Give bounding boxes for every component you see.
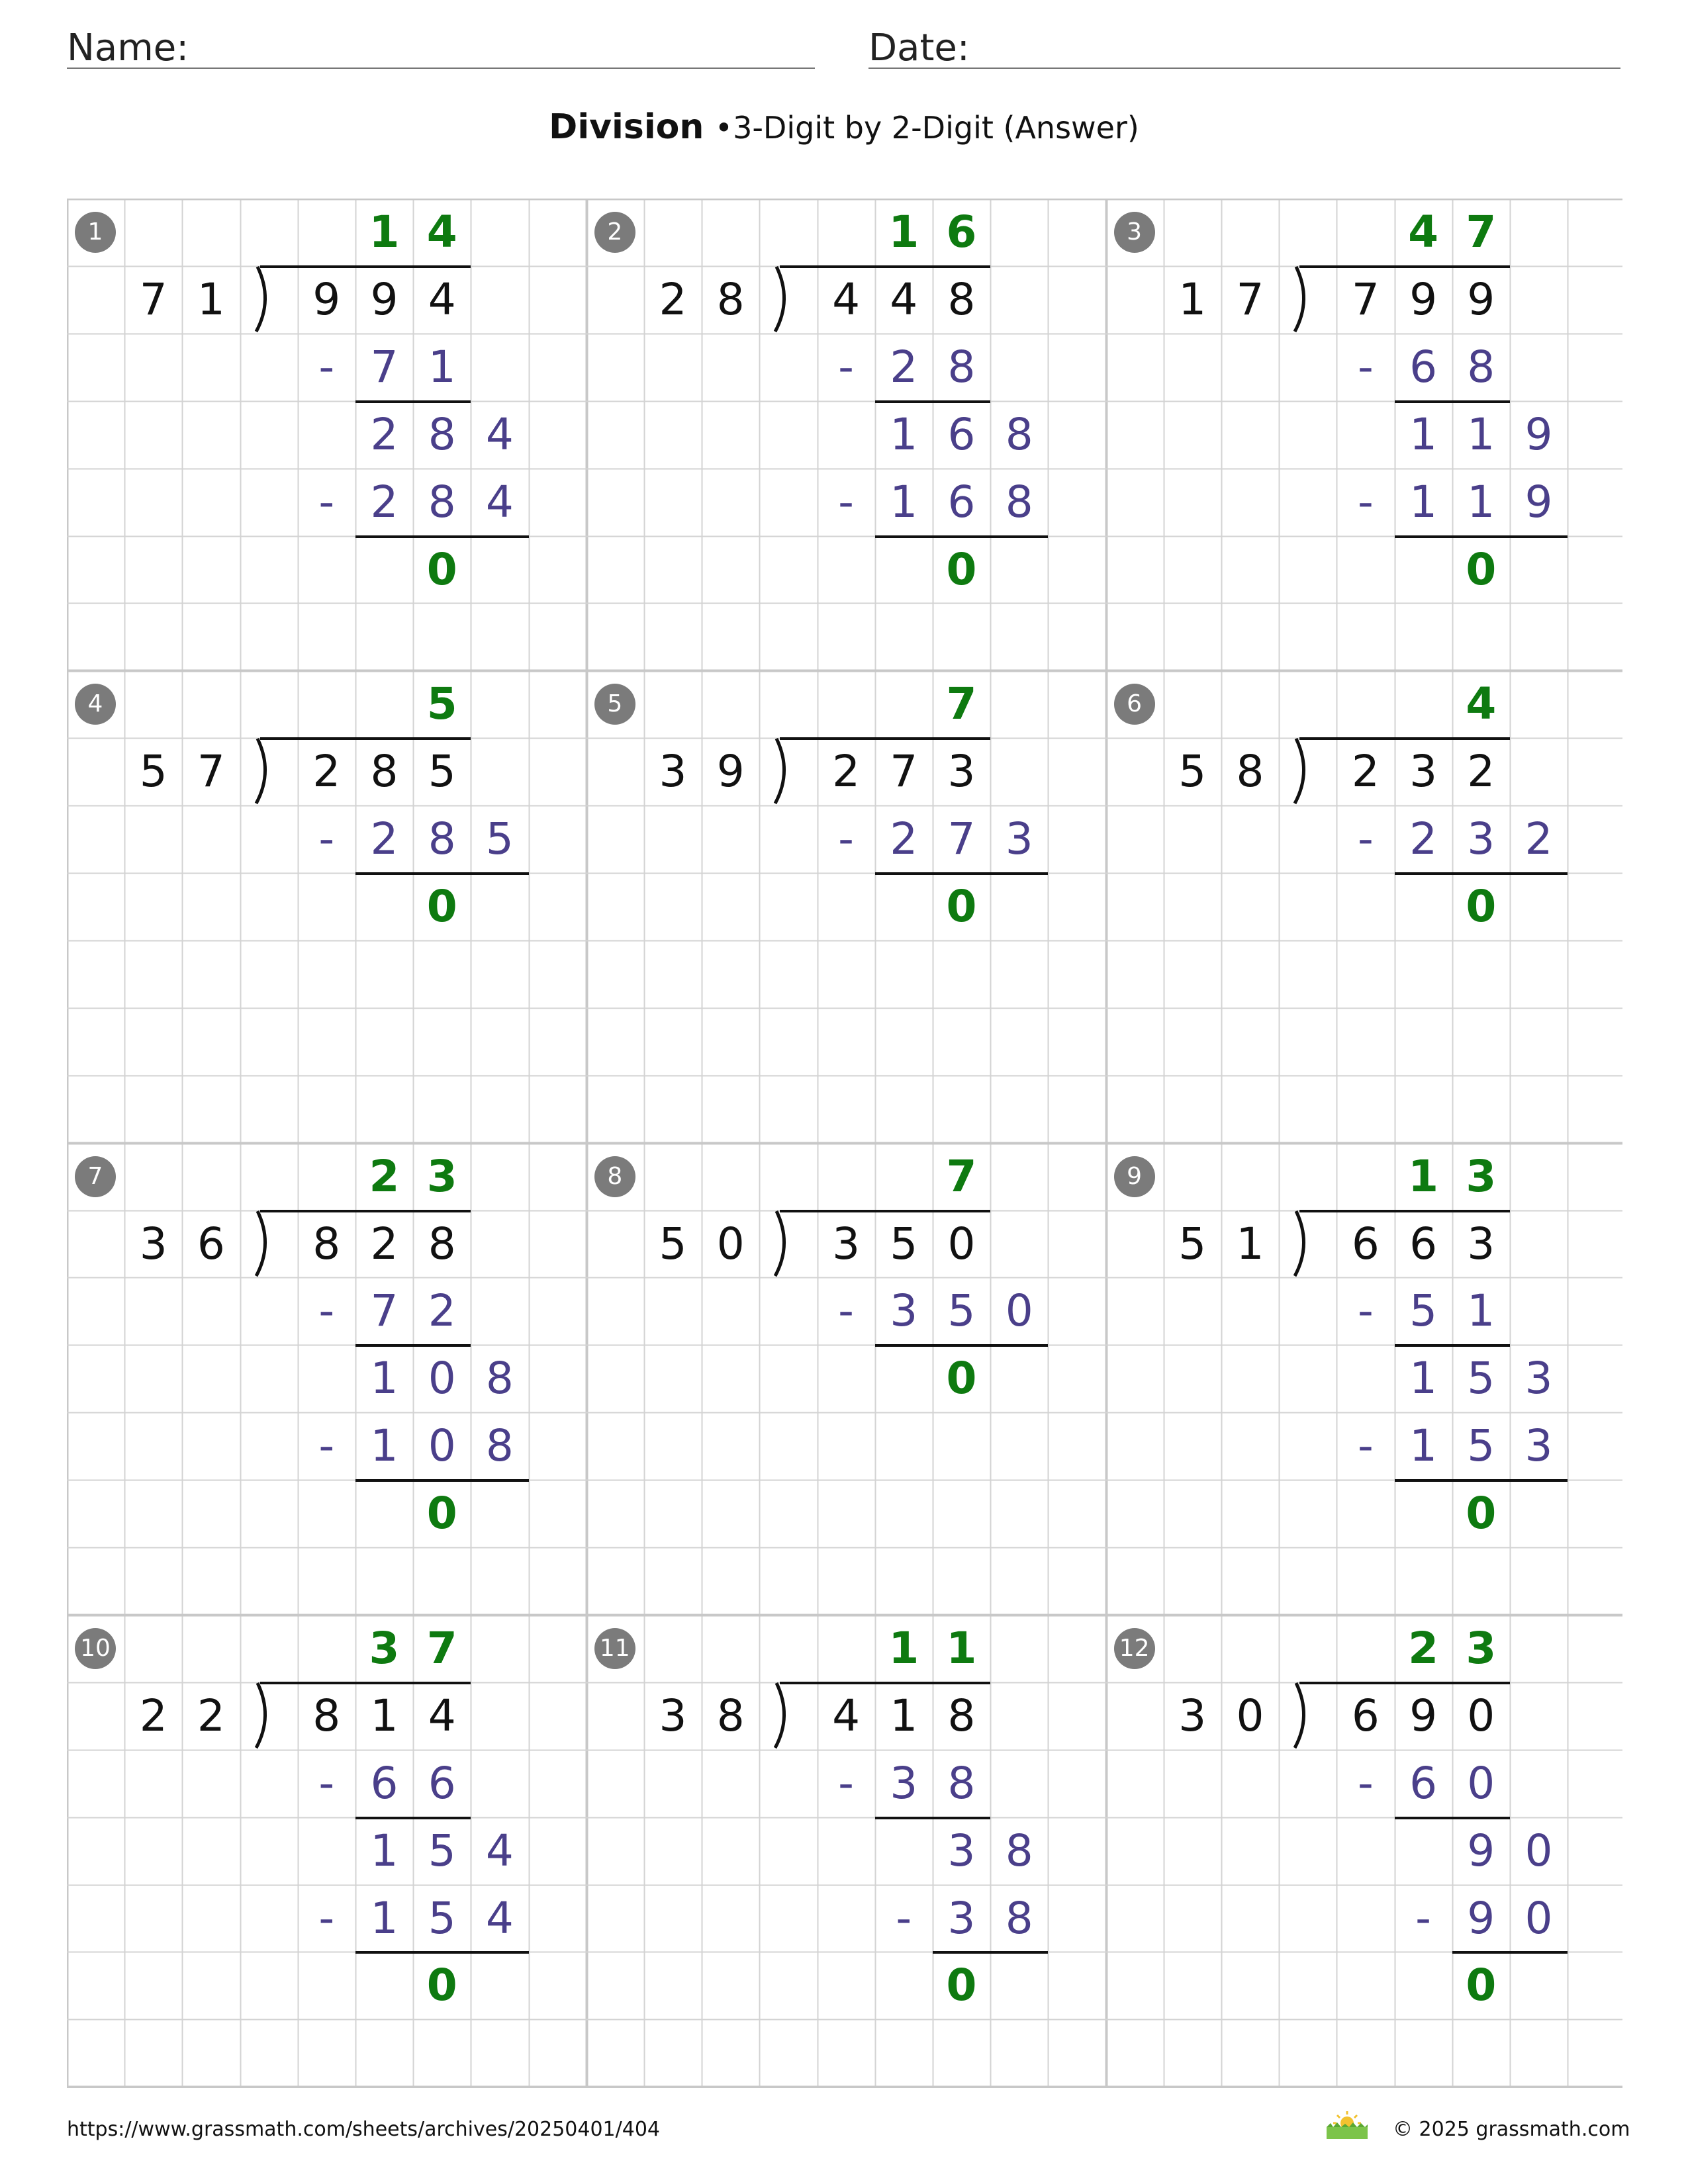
divisor-digit: 7 [1236, 273, 1264, 325]
dividend-digit: 1 [890, 1690, 918, 1741]
quotient-digit: 4 [1466, 678, 1497, 730]
dividend-digit: 9 [1409, 1690, 1438, 1741]
subtract-digit: 5 [428, 1892, 456, 1944]
subtract-digit: 2 [1409, 813, 1438, 865]
quotient-digit: 1 [1408, 1150, 1439, 1202]
dividend-digit: 2 [1351, 746, 1380, 797]
bring-down-digit: 8 [1005, 408, 1033, 460]
subtract-digit: 5 [947, 1285, 976, 1337]
subtract-digit: 5 [1467, 1420, 1495, 1472]
grass-logo-icon [1324, 2110, 1370, 2140]
dividend-digit: 9 [312, 273, 341, 325]
divisor-digit: 1 [1178, 273, 1207, 325]
dividend-digit: 2 [370, 1218, 399, 1269]
name-label: Name: [67, 26, 189, 69]
subtract-digit: 2 [890, 813, 918, 865]
remainder-digit: 0 [1466, 543, 1497, 595]
bring-down-digit: 0 [428, 1353, 456, 1404]
divisor-digit: 2 [139, 1690, 167, 1741]
subtract-digit: 0 [1005, 1285, 1033, 1337]
minus-sign: - [1415, 1892, 1431, 1944]
subtract-digit: 2 [370, 813, 399, 865]
problem-number-badge: 4 [75, 684, 116, 725]
subtract-digit: 1 [1409, 476, 1438, 527]
division-bracket-icon [251, 737, 277, 806]
remainder-digit: 0 [946, 1353, 977, 1404]
bring-down-digit: 3 [947, 1825, 976, 1876]
subtract-digit: 6 [947, 476, 976, 527]
division-bar [260, 737, 471, 740]
division-bar [1299, 1210, 1510, 1212]
divisor-digit: 1 [1236, 1218, 1264, 1269]
bring-down-digit: 8 [485, 1353, 514, 1404]
quotient-digit: 7 [426, 1622, 457, 1674]
subtract-digit: 0 [1524, 1892, 1553, 1944]
subtract-digit: 1 [370, 1892, 399, 1944]
dividend-digit: 5 [428, 746, 456, 797]
quotient-digit: 3 [426, 1150, 457, 1202]
division-bracket-icon [1289, 265, 1316, 334]
divisor-digit: 2 [197, 1690, 225, 1741]
bring-down-digit: 4 [485, 408, 514, 460]
divisor-digit: 3 [1178, 1690, 1207, 1741]
problem-number-badge: 8 [594, 1156, 635, 1197]
remainder-digit: 0 [426, 1960, 457, 2011]
subtract-digit: 8 [947, 341, 976, 392]
dividend-digit: 4 [832, 273, 861, 325]
division-bar [260, 1682, 471, 1684]
subtract-digit: 7 [370, 341, 399, 392]
dividend-digit: 8 [370, 746, 399, 797]
subtract-digit: 7 [370, 1285, 399, 1337]
problem-number-badge: 6 [1114, 684, 1155, 725]
divisor-digit: 7 [139, 273, 167, 325]
remainder-digit: 0 [426, 881, 457, 932]
minus-sign: - [838, 813, 854, 865]
dividend-digit: 3 [947, 746, 976, 797]
bring-down-digit: 0 [1524, 1825, 1553, 1876]
quotient-digit: 5 [426, 678, 457, 730]
bring-down-digit: 9 [1524, 408, 1553, 460]
division-bar [1299, 737, 1510, 740]
minus-sign: - [838, 1757, 854, 1809]
remainder-digit: 0 [426, 1488, 457, 1539]
subtract-digit: 1 [428, 341, 456, 392]
bring-down-digit: 5 [428, 1825, 456, 1876]
minus-sign: - [318, 1285, 335, 1337]
dividend-digit: 9 [1467, 273, 1495, 325]
division-bracket-icon [251, 265, 277, 334]
bring-down-digit: 1 [1467, 408, 1495, 460]
divisor-digit: 2 [659, 273, 687, 325]
dividend-digit: 0 [1467, 1690, 1495, 1741]
date-label: Date: [868, 26, 970, 69]
division-bar [260, 1210, 471, 1212]
subtract-digit: 5 [1409, 1285, 1438, 1337]
title-main: Division [549, 107, 704, 147]
minus-sign: - [318, 341, 335, 392]
bring-down-digit: 8 [1005, 1825, 1033, 1876]
subtract-digit: 3 [1005, 813, 1033, 865]
remainder-digit: 0 [1466, 1960, 1497, 2011]
problem-number-badge: 2 [594, 212, 635, 253]
minus-sign: - [838, 1285, 854, 1337]
subtract-digit: 6 [370, 1757, 399, 1809]
bring-down-digit: 5 [1467, 1353, 1495, 1404]
bring-down-digit: 4 [485, 1825, 514, 1876]
minus-sign: - [1357, 341, 1374, 392]
dividend-digit: 9 [370, 273, 399, 325]
dividend-digit: 6 [1351, 1690, 1380, 1741]
quotient-digit: 4 [426, 206, 457, 257]
dividend-digit: 2 [312, 746, 341, 797]
subtract-digit: 3 [1524, 1420, 1553, 1472]
subtract-digit: 9 [1524, 476, 1553, 527]
quotient-digit: 1 [888, 206, 919, 257]
division-bar [780, 265, 990, 268]
division-bar [780, 737, 990, 740]
quotient-digit: 7 [946, 678, 977, 730]
divisor-digit: 5 [1178, 1218, 1207, 1269]
dividend-digit: 3 [1409, 746, 1438, 797]
problem-number-badge: 9 [1114, 1156, 1155, 1197]
problem-number-badge: 1 [75, 212, 116, 253]
bring-down-digit: 8 [428, 408, 456, 460]
quotient-digit: 7 [1466, 206, 1497, 257]
division-bar [260, 265, 471, 268]
divisor-digit: 3 [659, 1690, 687, 1741]
quotient-digit: 7 [946, 1150, 977, 1202]
remainder-digit: 0 [946, 543, 977, 595]
divisor-digit: 1 [197, 273, 225, 325]
subtract-digit: 2 [890, 341, 918, 392]
subtract-digit: 1 [890, 476, 918, 527]
bring-down-digit: 1 [1409, 408, 1438, 460]
footer-url: https://www.grassmath.com/sheets/archives/20250401/404 [67, 2118, 661, 2141]
divisor-digit: 8 [716, 1690, 745, 1741]
dividend-digit: 8 [947, 273, 976, 325]
remainder-digit: 0 [1466, 881, 1497, 932]
divisor-digit: 5 [659, 1218, 687, 1269]
title-subtitle: 3-Digit by 2-Digit (Answer) [733, 110, 1139, 146]
minus-sign: - [1357, 1757, 1374, 1809]
divisor-digit: 5 [139, 746, 167, 797]
subtract-digit: 3 [890, 1757, 918, 1809]
minus-sign: - [318, 1420, 335, 1472]
minus-sign: - [1357, 1285, 1374, 1337]
bring-down-digit: 1 [1409, 1353, 1438, 1404]
dividend-digit: 3 [1467, 1218, 1495, 1269]
dividend-digit: 4 [890, 273, 918, 325]
dividend-digit: 6 [1409, 1218, 1438, 1269]
bring-down-digit: 2 [370, 408, 399, 460]
problem-number-badge: 7 [75, 1156, 116, 1197]
quotient-digit: 1 [946, 1622, 977, 1674]
subtract-digit: 6 [1409, 341, 1438, 392]
dividend-digit: 4 [832, 1690, 861, 1741]
division-bracket-icon [770, 1682, 796, 1751]
bring-down-digit: 3 [1524, 1353, 1553, 1404]
divisor-digit: 7 [197, 746, 225, 797]
subtract-digit: 3 [890, 1285, 918, 1337]
division-bracket-icon [1289, 737, 1316, 806]
remainder-digit: 0 [946, 1960, 977, 2011]
dividend-digit: 4 [428, 1690, 456, 1741]
subtract-digit: 8 [1005, 1892, 1033, 1944]
subtract-digit: 7 [947, 813, 976, 865]
divisor-digit: 3 [139, 1218, 167, 1269]
division-bracket-icon [770, 265, 796, 334]
bring-down-digit: 1 [370, 1825, 399, 1876]
division-bar [1299, 265, 1510, 268]
subtract-digit: 3 [1467, 813, 1495, 865]
dividend-digit: 7 [890, 746, 918, 797]
dividend-digit: 2 [832, 746, 861, 797]
dividend-digit: 0 [947, 1218, 976, 1269]
minus-sign: - [318, 813, 335, 865]
subtract-digit: 4 [485, 476, 514, 527]
subtract-digit: 8 [947, 1757, 976, 1809]
bring-down-digit: 1 [890, 408, 918, 460]
divisor-digit: 5 [1178, 746, 1207, 797]
minus-sign: - [1357, 813, 1374, 865]
minus-sign: - [1357, 1420, 1374, 1472]
subtract-digit: 8 [1005, 476, 1033, 527]
date-line[interactable] [868, 68, 1620, 69]
minus-sign: - [896, 1892, 912, 1944]
dividend-digit: 8 [312, 1218, 341, 1269]
quotient-digit: 2 [369, 1150, 400, 1202]
subtract-digit: 8 [485, 1420, 514, 1472]
division-bracket-icon [1289, 1210, 1316, 1279]
subtract-digit: 1 [1467, 1285, 1495, 1337]
dividend-digit: 5 [890, 1218, 918, 1269]
dividend-digit: 2 [1467, 746, 1495, 797]
subtract-digit: 4 [485, 1892, 514, 1944]
division-bracket-icon [1289, 1682, 1316, 1751]
remainder-digit: 0 [1466, 1488, 1497, 1539]
quotient-digit: 4 [1408, 206, 1439, 257]
bring-down-digit: 6 [947, 408, 976, 460]
subtract-digit: 2 [370, 476, 399, 527]
problem-number-badge: 12 [1114, 1628, 1155, 1669]
bring-down-digit: 9 [1467, 1825, 1495, 1876]
divisor-digit: 3 [659, 746, 687, 797]
divisor-digit: 0 [1236, 1690, 1264, 1741]
subtract-digit: 8 [1467, 341, 1495, 392]
subtract-digit: 6 [1409, 1757, 1438, 1809]
dividend-digit: 3 [832, 1218, 861, 1269]
division-bracket-icon [251, 1682, 277, 1751]
division-bar [1299, 1682, 1510, 1684]
minus-sign: - [838, 476, 854, 527]
quotient-digit: 1 [369, 206, 400, 257]
division-bracket-icon [770, 737, 796, 806]
subtract-digit: 9 [1467, 1892, 1495, 1944]
minus-sign: - [838, 341, 854, 392]
divisor-digit: 6 [197, 1218, 225, 1269]
subtract-digit: 0 [1467, 1757, 1495, 1809]
dividend-digit: 7 [1351, 273, 1380, 325]
division-bar [780, 1210, 990, 1212]
division-bracket-icon [251, 1210, 277, 1279]
subtract-digit: 1 [1409, 1420, 1438, 1472]
division-bar [780, 1682, 990, 1684]
quotient-digit: 2 [1408, 1622, 1439, 1674]
quotient-digit: 3 [1466, 1150, 1497, 1202]
minus-sign: - [1357, 476, 1374, 527]
dividend-digit: 8 [428, 1218, 456, 1269]
subtract-digit: 8 [428, 813, 456, 865]
divisor-digit: 8 [716, 273, 745, 325]
quotient-digit: 3 [1466, 1622, 1497, 1674]
page-title [0, 107, 1688, 147]
bring-down-digit: 1 [370, 1353, 399, 1404]
dividend-digit: 6 [1351, 1218, 1380, 1269]
title-separator: • [714, 110, 733, 146]
subtract-digit: 6 [428, 1757, 456, 1809]
dividend-digit: 8 [312, 1690, 341, 1741]
minus-sign: - [318, 1892, 335, 1944]
subtract-digit: 0 [428, 1420, 456, 1472]
subtract-digit: 8 [428, 476, 456, 527]
dividend-digit: 4 [428, 273, 456, 325]
quotient-digit: 1 [888, 1622, 919, 1674]
subtract-digit: 2 [1524, 813, 1553, 865]
minus-sign: - [318, 476, 335, 527]
quotient-digit: 3 [369, 1622, 400, 1674]
remainder-digit: 0 [946, 881, 977, 932]
subtract-digit: 5 [485, 813, 514, 865]
dividend-digit: 9 [1409, 273, 1438, 325]
subtract-digit: 2 [428, 1285, 456, 1337]
divisor-digit: 9 [716, 746, 745, 797]
problem-number-badge: 10 [75, 1628, 116, 1669]
subtract-digit: 1 [1467, 476, 1495, 527]
remainder-digit: 0 [426, 543, 457, 595]
divisor-digit: 0 [716, 1218, 745, 1269]
dividend-digit: 1 [370, 1690, 399, 1741]
quotient-digit: 6 [946, 206, 977, 257]
minus-sign: - [318, 1757, 335, 1809]
name-line[interactable] [67, 68, 815, 69]
dividend-digit: 8 [947, 1690, 976, 1741]
footer-copyright: © 2025 grassmath.com [1393, 2118, 1630, 2141]
divisor-digit: 8 [1236, 746, 1264, 797]
subtract-digit: 1 [370, 1420, 399, 1472]
problem-number-badge: 5 [594, 684, 635, 725]
problem-number-badge: 3 [1114, 212, 1155, 253]
division-bracket-icon [770, 1210, 796, 1279]
subtract-digit: 3 [947, 1892, 976, 1944]
problem-number-badge: 11 [594, 1628, 635, 1669]
